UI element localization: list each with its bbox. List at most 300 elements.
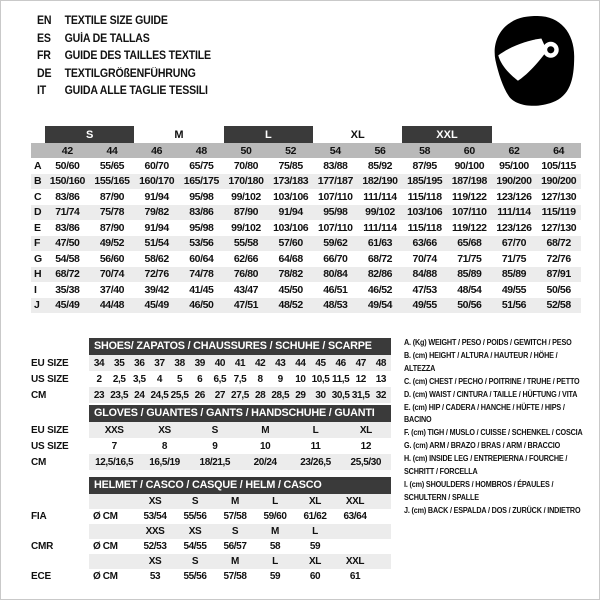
size-number-header-row (31, 143, 581, 158)
size-group-m: M (174, 128, 184, 141)
shoes-table (31, 338, 391, 403)
measurement-cell: 84/88 (412, 268, 437, 281)
language-title-list (37, 13, 226, 101)
measurement-row-b (31, 174, 581, 190)
measurement-cell: 63/66 (412, 237, 437, 250)
measurement-row-d (31, 205, 581, 221)
value-cell: 32 (375, 389, 387, 401)
measurement-cell: 71/74 (55, 206, 80, 219)
measurement-cell: 119/122 (452, 221, 487, 234)
measurement-cell: 103/106 (407, 206, 443, 219)
size-column-header: 56 (374, 144, 386, 157)
helmet-size-cell: XS (148, 556, 162, 567)
value-cell: 3,5 (132, 373, 146, 385)
language-row (37, 31, 211, 49)
measurement-cell: 74/78 (189, 268, 214, 281)
sub-row (31, 371, 391, 387)
value-cell: 43 (275, 357, 286, 369)
measurement-cell: 48/54 (457, 283, 482, 296)
value-cell: 7,5 (233, 373, 247, 385)
row-cells (89, 422, 391, 438)
value-cell: 26 (194, 389, 205, 401)
measurement-cell: 54/58 (55, 252, 80, 265)
helmet-value-cell: 57/58 (223, 511, 247, 522)
measurement-cell: 37/40 (99, 283, 125, 296)
value-cell: 9 (212, 440, 218, 452)
row-cells (89, 371, 391, 387)
size-column-header: 50 (240, 144, 252, 157)
measurement-cell: 83/86 (55, 190, 80, 203)
helmet-value-cell: 58 (269, 541, 281, 552)
helmet-size-cell: L (272, 496, 278, 507)
measurement-cell: 65/68 (457, 237, 482, 250)
measurement-cell: 127/130 (541, 190, 577, 203)
size-group-row (31, 126, 581, 143)
row-letter: G (34, 252, 43, 265)
value-cell: 10 (295, 373, 306, 385)
value-cell: 48 (375, 357, 387, 369)
size-column-header: 44 (106, 144, 118, 157)
value-cell: 12 (355, 373, 366, 385)
size-column-header: 58 (419, 144, 431, 157)
row-cells (89, 438, 391, 454)
legend-item: C. (cm) CHEST / PECHO / POITRINE / TRUHE / PETTO (404, 375, 580, 386)
value-cell: 12 (360, 440, 371, 452)
measurement-cell: 71/75 (457, 252, 482, 265)
helmet-value-row (31, 539, 391, 554)
row-letter: I (34, 283, 37, 296)
value-cell: 16,5/19 (149, 456, 180, 468)
value-cell: 38 (174, 357, 185, 369)
row-letter: C (34, 190, 42, 203)
measurement-cell: 160/170 (139, 175, 175, 188)
legend-item: A. (Kg) WEIGHT / PESO / POIDS / GEWITCH / PESO (404, 337, 572, 347)
size-column-header: 52 (285, 144, 297, 157)
measurement-cell: 150/160 (49, 175, 85, 188)
measurement-cell: 47/53 (412, 283, 437, 296)
value-cell: 4 (156, 373, 163, 385)
helmet-size-cell: XXL (345, 556, 365, 567)
row-letter: D (34, 206, 42, 219)
measurement-cell: 95/100 (499, 159, 529, 172)
measurement-cell: 62/66 (233, 252, 259, 265)
row-cells (89, 387, 391, 403)
value-cell: 13 (375, 373, 387, 385)
measurement-cell: 56/60 (99, 252, 125, 265)
language-row (37, 48, 211, 66)
language-title: GUÍA DE TALLAS (64, 32, 150, 45)
measurement-cell: 111/114 (497, 206, 531, 219)
measurement-cell: 58/62 (144, 252, 169, 265)
measurement-cell: 111/114 (363, 221, 397, 234)
measurement-cell: 64/68 (278, 252, 303, 265)
diameter-unit: Ø CM (93, 511, 118, 522)
value-cell: 12,5/16,5 (95, 456, 134, 468)
helmet-size-cell: XS (148, 496, 162, 507)
measurement-row-a (31, 158, 581, 174)
value-cell: 2,5 (112, 373, 126, 385)
language-row (37, 83, 211, 101)
row-label (31, 494, 89, 509)
value-cell: 27 (214, 389, 226, 401)
sub-row (31, 355, 391, 371)
measurement-cell: 45/50 (278, 283, 303, 296)
sub-row (31, 422, 391, 438)
measurement-cell: 47/50 (55, 237, 80, 250)
measurement-legend (404, 336, 590, 517)
language-row (37, 66, 211, 84)
measurement-cell: 185/195 (407, 175, 443, 188)
size-column-header: 64 (553, 144, 565, 157)
measurement-cell: 87/90 (233, 206, 259, 219)
measurement-cell: 127/130 (541, 221, 577, 234)
size-column-header: 60 (463, 144, 475, 157)
measurement-cell: 70/74 (412, 252, 437, 265)
value-cell: M (261, 424, 270, 436)
legend-item: I. (cm) SHOULDERS / HOMBROS / ÉPAULES / SCHULTERN / SPALLE (404, 478, 554, 502)
helmet-size-cell: S (191, 496, 199, 507)
measurement-cell: 177/187 (317, 175, 353, 188)
measurement-cell: 85/89 (501, 268, 527, 281)
row-label (31, 524, 89, 539)
value-cell: 24,5 (150, 389, 169, 401)
measurement-cell: 49/52 (99, 237, 125, 250)
value-cell: 47 (355, 357, 366, 369)
measurement-cell: 59/62 (323, 237, 348, 250)
measurement-cell: 68/72 (55, 268, 80, 281)
size-group-xxl: XXL (402, 126, 491, 143)
helmet-size-cell: L (312, 526, 318, 537)
helmet-size-cell: XL (309, 496, 321, 507)
measurement-cell: 87/90 (99, 221, 125, 234)
helmet-value-cell: 61/62 (303, 511, 327, 522)
measurement-cell: 55/58 (233, 237, 259, 250)
value-cell: 10 (259, 440, 271, 452)
measurement-cell: 51/56 (501, 299, 527, 312)
size-column-header: 62 (508, 144, 520, 157)
helmet-value-row (31, 509, 391, 524)
value-cell: 29 (295, 389, 306, 401)
helmet-size-cell: S (231, 526, 239, 537)
helmet-value-row (31, 569, 391, 584)
measurement-cell: 66/70 (323, 252, 348, 265)
row-cells (89, 539, 391, 554)
value-cell: 7 (111, 440, 117, 452)
measurement-cell: 190/200 (541, 175, 577, 188)
value-cell: 41 (234, 357, 246, 369)
language-code: EN (37, 15, 52, 27)
row-label: CM (31, 456, 47, 468)
value-cell: 8 (161, 440, 168, 452)
value-cell: 45 (315, 357, 326, 369)
measurement-cell: 52/58 (546, 299, 571, 312)
value-cell: L (312, 424, 319, 436)
helmet-value-cell: 55/56 (183, 571, 207, 582)
diameter-unit: Ø CM (93, 541, 118, 552)
value-cell: 28 (254, 389, 266, 401)
value-cell: 46 (335, 357, 346, 369)
measurement-cell: 165/175 (183, 175, 219, 188)
row-label: CM (31, 389, 47, 401)
value-cell: XXS (104, 424, 124, 436)
row-letter: B (34, 175, 42, 188)
measurement-cell: 51/54 (144, 237, 169, 250)
helmet-table-title: HELMET / CASCO / CASQUE / HELM / CASCO (89, 477, 391, 494)
helmet-value-cell: 60 (309, 571, 321, 582)
standard-label-ece: ECE (31, 571, 51, 582)
measurement-cell: 99/102 (365, 206, 395, 219)
row-cells (89, 454, 391, 470)
value-cell: 5 (177, 373, 183, 385)
measurement-cell: 111/114 (363, 190, 397, 203)
helmet-size-cell: M (231, 496, 239, 507)
measurement-cell: 45/49 (144, 299, 169, 312)
measurement-cell: 47/51 (233, 299, 259, 312)
measurement-cell: 70/74 (99, 268, 125, 281)
helmet-icon (487, 13, 577, 109)
sub-row (31, 454, 391, 470)
measurement-cell: 99/102 (231, 190, 261, 203)
value-cell: 11 (310, 440, 321, 452)
value-cell: 39 (194, 357, 205, 369)
value-cell: 25,5/30 (350, 456, 382, 468)
helmet-value-cell: 54/55 (183, 541, 207, 552)
helmet-size-cell: XS (188, 526, 202, 537)
measurement-cell: 83/86 (55, 221, 80, 234)
language-code: ES (37, 32, 51, 45)
language-title: TEXTILGRÖßENFÜHRUNG (64, 67, 196, 80)
measurement-cell: 35/38 (55, 283, 80, 296)
helmet-value-cell: 52/53 (143, 541, 167, 552)
row-label: EU SIZE (31, 424, 69, 436)
measurement-cell: 43/47 (233, 283, 259, 296)
language-code: DE (37, 67, 52, 80)
value-cell: 8 (257, 373, 263, 385)
measurement-row-h (31, 267, 581, 283)
value-cell: 30 (315, 389, 326, 401)
measurement-cell: 76/80 (233, 268, 259, 281)
measurement-cell: 50/56 (546, 283, 571, 296)
language-row (37, 13, 211, 31)
helmet-table (31, 477, 391, 584)
measurement-cell: 95/98 (189, 190, 214, 203)
measurement-row-i (31, 282, 581, 298)
legend-item: H. (cm) INSIDE LEG / ENTREPIERNA / FOURCHE / SCHRITT / FORCELLA (404, 453, 568, 477)
measurement-cell: 48/52 (278, 299, 303, 312)
helmet-value-cell: 59 (309, 541, 321, 552)
row-cells (89, 355, 391, 371)
helmet-value-cell: 57/58 (223, 571, 247, 582)
value-cell: 34 (93, 357, 105, 369)
size-column-header: 54 (329, 144, 341, 157)
measurement-cell: 115/118 (407, 190, 442, 203)
measurement-cell: 72/76 (144, 268, 169, 281)
row-cells (89, 554, 391, 569)
legend-item: J. (cm) BACK / ESPALDA / DOS / ZURÜCK / INDIETRO (404, 504, 581, 515)
measurement-cell: 91/94 (278, 206, 303, 219)
helmet-size-cell: M (231, 556, 239, 567)
measurement-cell: 190/200 (496, 175, 532, 188)
row-label (31, 554, 89, 569)
value-cell: 23/26,5 (300, 456, 331, 468)
legend-item: E. (cm) HIP / CADERA / HANCHE / HÜFTE / HIPS / BACINO (404, 401, 565, 425)
legend-item: D. (cm) WAIST / CINTURA / TAILLE / HÜFTUNG / VITA (404, 388, 578, 399)
value-cell: 42 (254, 357, 266, 369)
value-cell: 37 (154, 357, 165, 369)
value-cell: 24 (134, 389, 145, 401)
helmet-size-cell: XXL (345, 496, 365, 507)
measurement-cell: 123/126 (496, 221, 532, 234)
measurement-cell: 46/52 (367, 283, 393, 296)
measurement-cell: 103/106 (273, 221, 309, 234)
measurement-cell: 55/65 (99, 159, 125, 172)
standard-label-cmr: CMR (31, 541, 54, 552)
measurement-cell: 170/180 (228, 175, 264, 188)
helmet-size-cell: L (272, 556, 278, 567)
helmet-value-cell: 59 (269, 571, 281, 582)
measurement-cell: 82/86 (367, 268, 393, 281)
value-cell: 23 (93, 389, 105, 401)
measurement-cell: 105/115 (541, 159, 576, 172)
measurement-cell: 44/48 (99, 299, 125, 312)
size-group-l: L (224, 126, 313, 143)
value-cell: 9 (277, 373, 283, 385)
helmet-size-cell: XL (309, 556, 321, 567)
measurement-cell: 61/63 (367, 237, 393, 250)
measurement-row-g (31, 251, 581, 267)
measurement-cell: 60/70 (144, 159, 169, 172)
value-cell: 36 (134, 357, 145, 369)
row-letter: A (34, 159, 42, 172)
helmet-value-cell: 55/56 (183, 511, 207, 522)
measurement-cell: 71/75 (501, 252, 527, 265)
measurement-row-f (31, 236, 581, 252)
measurement-cell: 78/82 (278, 268, 303, 281)
measurement-cell: 46/50 (189, 299, 214, 312)
legend-item: F. (cm) TIGH / MUSLO / CUISSE / SCHENKEL / COSCIA (404, 427, 583, 438)
value-cell: 18/21,5 (199, 456, 231, 468)
row-cells (89, 494, 391, 509)
measurement-cell: 49/55 (501, 283, 527, 296)
value-cell: XL (359, 424, 372, 436)
size-group-s: S (45, 126, 134, 143)
value-cell: 35 (114, 357, 125, 369)
sub-row (31, 438, 391, 454)
measurement-cell: 87/90 (99, 190, 125, 203)
row-letter: E (34, 221, 42, 234)
measurement-cell: 53/56 (189, 237, 214, 250)
measurement-cell: 103/106 (273, 190, 309, 203)
helmet-sizes-row (31, 524, 391, 539)
measurement-cell: 68/72 (367, 252, 393, 265)
measurement-cell: 46/51 (323, 283, 348, 296)
value-cell: 25,5 (170, 389, 189, 401)
measurement-cell: 99/102 (231, 221, 261, 234)
measurement-cell: 119/122 (452, 190, 487, 203)
size-group-xl: XL (350, 128, 365, 141)
language-title: GUIDE DES TAILLES TEXTILE (64, 50, 211, 62)
measurement-cell: 91/94 (144, 190, 169, 203)
value-cell: 2 (96, 373, 102, 385)
measurement-cell: 57/60 (278, 237, 303, 250)
value-cell: 27,5 (231, 389, 249, 401)
size-column-header: 48 (195, 144, 207, 157)
measurement-cell: 95/98 (323, 206, 348, 219)
measurement-cell: 49/55 (412, 299, 437, 312)
measurement-cell: 50/60 (55, 159, 80, 172)
measurement-cell: 85/92 (367, 159, 393, 172)
measurement-cell: 107/110 (318, 221, 353, 234)
measurement-cell: 39/42 (144, 283, 169, 296)
measurement-cell: 70/80 (233, 159, 259, 172)
gloves-table (31, 405, 391, 470)
measurement-cell: 87/95 (412, 159, 437, 172)
helmet-size-cell: M (271, 526, 279, 537)
size-column-header: 46 (151, 144, 163, 157)
helmet-value-cell: 59/60 (263, 511, 287, 522)
measurement-cell: 90/100 (454, 159, 485, 172)
value-cell: 6,5 (213, 373, 227, 385)
diameter-unit: Ø CM (93, 571, 118, 582)
measurement-cell: 85/89 (457, 268, 482, 281)
measurement-row-j (31, 298, 581, 314)
row-label: US SIZE (31, 440, 69, 452)
row-letter: F (34, 237, 41, 250)
measurement-cell: 83/86 (189, 206, 214, 219)
measurement-cell: 68/72 (546, 237, 571, 250)
row-label: EU SIZE (31, 357, 69, 369)
measurement-cell: 95/98 (189, 221, 214, 234)
helmet-sizes-row (31, 554, 391, 569)
measurement-cell: 67/70 (501, 237, 527, 250)
language-title: TEXTILE SIZE GUIDE (64, 15, 168, 27)
row-letter: H (34, 268, 42, 281)
helmet-value-cell: 53 (149, 571, 161, 582)
size-column-header: 42 (61, 144, 73, 157)
measurement-cell: 83/88 (323, 159, 348, 172)
value-cell: 11,5 (332, 373, 350, 385)
measurement-cell: 41/45 (189, 283, 214, 296)
measurement-cell: 91/94 (144, 221, 169, 234)
measurement-cell: 187/198 (451, 175, 487, 188)
helmet-value-cell: 63/64 (343, 511, 367, 522)
value-cell: 44 (295, 357, 306, 369)
measurement-cell: 80/84 (323, 268, 348, 281)
measurement-cell: 79/82 (144, 206, 169, 219)
measurement-row-c (31, 189, 581, 205)
language-code: IT (37, 85, 47, 97)
sub-row (31, 387, 391, 403)
measurement-cell: 87/91 (546, 268, 571, 281)
value-cell: 6 (197, 373, 203, 385)
measurement-cell: 60/64 (189, 252, 214, 265)
measurement-cell: 50/56 (457, 299, 482, 312)
helmet-value-cell: 53/54 (143, 511, 167, 522)
helmet-size-cell: S (191, 556, 199, 567)
row-cells (89, 569, 391, 584)
gloves-table-title: GLOVES / GUANTES / GANTS / HANDSCHUHE / GUANTI (89, 405, 391, 422)
measurement-cell: 45/49 (55, 299, 80, 312)
row-letter: J (34, 299, 40, 312)
value-cell: 40 (214, 357, 226, 369)
language-title: GUIDA ALLE TAGLIE TESSILI (64, 85, 208, 97)
measurement-cell: 72/76 (546, 252, 571, 265)
value-cell: 10,5 (311, 373, 330, 385)
row-cells (89, 509, 391, 524)
measurement-cell: 65/75 (189, 159, 214, 172)
measurement-cell: 48/53 (323, 299, 348, 312)
measurement-cell: 182/190 (362, 175, 398, 188)
